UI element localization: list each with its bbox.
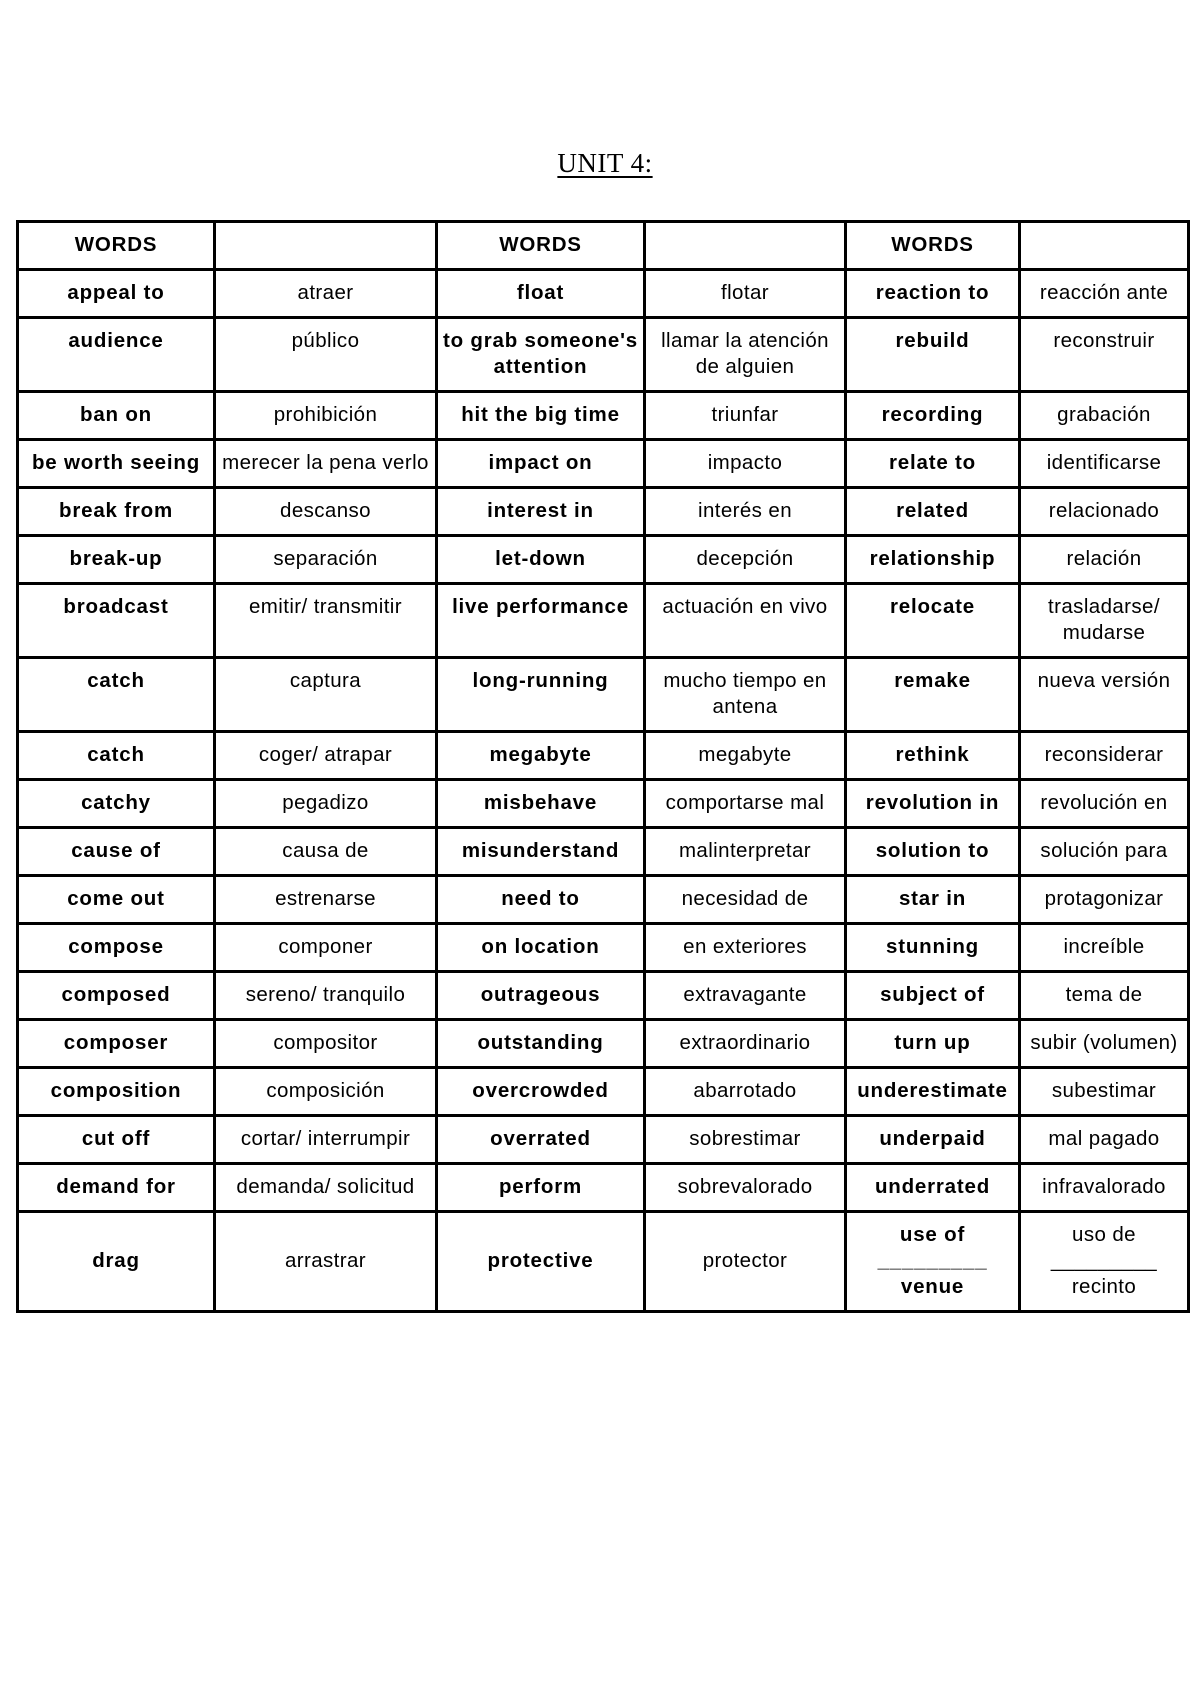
word-cell: float [437,270,645,318]
meaning-cell: infravalorado [1020,1164,1189,1212]
meaning-cell: solución para [1020,828,1189,876]
meaning-cell: pegadizo [215,780,437,828]
word-cell: misbehave [437,780,645,828]
word-cell: ban on [18,392,215,440]
table-row [18,780,1189,828]
meaning-cell: identificarse [1020,440,1189,488]
word-cell: catchy [18,780,215,828]
meaning-cell: sobrevalorado [645,1164,846,1212]
word-cell: come out [18,876,215,924]
meaning-cell: prohibición [215,392,437,440]
meaning-cell: extravagante [645,972,846,1020]
header-cell [1020,222,1189,270]
word-cell: underrated [846,1164,1020,1212]
word-cell: broadcast [18,584,215,658]
word-cell: impact on [437,440,645,488]
word-cell: related [846,488,1020,536]
meaning-cell: atraer [215,270,437,318]
word-cell: composition [18,1068,215,1116]
meaning-cell: tema de [1020,972,1189,1020]
meaning-cell: reconstruir [1020,318,1189,392]
word-cell: let-down [437,536,645,584]
word-cell: overcrowded [437,1068,645,1116]
word-cell: relate to [846,440,1020,488]
blank-line: _________ [1050,1249,1158,1272]
meaning-cell: arrastrar [215,1212,437,1312]
word-cell: catch [18,732,215,780]
meaning-cell: protector [645,1212,846,1312]
word-cell: underestimate [846,1068,1020,1116]
meaning-cell: grabación [1020,392,1189,440]
meaning-cell: emitir/ transmitir [215,584,437,658]
table-row [18,876,1189,924]
word-cell: turn up [846,1020,1020,1068]
word-cell: revolution in [846,780,1020,828]
table-row [18,1164,1189,1212]
word-cell: hit the big time [437,392,645,440]
meaning-cell: componer [215,924,437,972]
word-cell: relocate [846,584,1020,658]
word-cell: subject of [846,972,1020,1020]
meaning-cell: extraordinario [645,1020,846,1068]
word-cell: break from [18,488,215,536]
table-row [18,488,1189,536]
page-title: UNIT 4: [557,148,653,178]
word-cell: overrated [437,1116,645,1164]
header-cell [215,222,437,270]
word-cell: underpaid [846,1116,1020,1164]
meaning-cell: actuación en vivo [645,584,846,658]
meaning-cell: demanda/ solicitud [215,1164,437,1212]
word-cell: star in [846,876,1020,924]
word-cell: break-up [18,536,215,584]
header-cell: WORDS [437,222,645,270]
word-cell: relationship [846,536,1020,584]
meaning-cell: causa de [215,828,437,876]
word-cell: reaction to [846,270,1020,318]
word-cell: compose [18,924,215,972]
meaning-cell: descanso [215,488,437,536]
table-row [18,1116,1189,1164]
vocabulary-table-body [18,222,1189,1312]
meaning-cell: compositor [215,1020,437,1068]
word-cell: cut off [18,1116,215,1164]
meaning-cell: estrenarse [215,876,437,924]
table-row [18,584,1189,658]
word-cell: solution to [846,828,1020,876]
meaning-cell: increíble [1020,924,1189,972]
meaning-cell: megabyte [645,732,846,780]
meaning-cell: trasladarse/ mudarse [1020,584,1189,658]
table-row [18,1020,1189,1068]
cell-text-line: use of [899,1223,966,1246]
table-row [18,924,1189,972]
word-cell: perform [437,1164,645,1212]
meaning-cell: interés en [645,488,846,536]
meaning-cell: subestimar [1020,1068,1189,1116]
word-cell: need to [437,876,645,924]
word-cell: demand for [18,1164,215,1212]
meaning-cell: relacionado [1020,488,1189,536]
meaning-cell: mucho tiempo en antena [645,658,846,732]
meaning-cell: cortar/ interrumpir [215,1116,437,1164]
word-cell: protective [437,1212,645,1312]
word-cell: to grab someone's attention [437,318,645,392]
table-row [18,972,1189,1020]
word-cell: live performance [437,584,645,658]
header-row [18,222,1189,270]
word-cell: drag [18,1212,215,1312]
table-row [18,318,1189,392]
header-cell [645,222,846,270]
table-row [18,1212,1189,1312]
word-cell: outstanding [437,1020,645,1068]
meaning-cell: comportarse mal [645,780,846,828]
meaning-cell: sobrestimar [645,1116,846,1164]
meaning-cell: malinterpretar [645,828,846,876]
meaning-cell [1020,1212,1189,1312]
meaning-cell: reconsiderar [1020,732,1189,780]
table-row [18,1068,1189,1116]
meaning-cell: revolución en [1020,780,1189,828]
meaning-cell: decepción [645,536,846,584]
table-row [18,658,1189,732]
word-cell: rebuild [846,318,1020,392]
meaning-cell: subir (volumen) [1020,1020,1189,1068]
word-cell: audience [18,318,215,392]
table-row [18,440,1189,488]
word-cell: appeal to [18,270,215,318]
meaning-cell: llamar la atención de alguien [645,318,846,392]
header-cell: WORDS [846,222,1020,270]
cell-text-line: recinto [1071,1275,1137,1298]
table-row [18,392,1189,440]
word-cell: composer [18,1020,215,1068]
meaning-cell: merecer la pena verlo [215,440,437,488]
word-cell: on location [437,924,645,972]
meaning-cell: sereno/ tranquilo [215,972,437,1020]
header-cell: WORDS [18,222,215,270]
cell-text-line: uso de [1072,1223,1136,1246]
word-cell: rethink [846,732,1020,780]
meaning-cell: impacto [645,440,846,488]
word-cell: long-running [437,658,645,732]
meaning-cell: relación [1020,536,1189,584]
meaning-cell: nueva versión [1020,658,1189,732]
meaning-cell: protagonizar [1020,876,1189,924]
word-cell: misunderstand [437,828,645,876]
table-row [18,732,1189,780]
meaning-cell: triunfar [645,392,846,440]
word-cell: recording [846,392,1020,440]
word-cell: interest in [437,488,645,536]
word-cell: composed [18,972,215,1020]
meaning-cell: composición [215,1068,437,1116]
meaning-cell: captura [215,658,437,732]
table-row [18,270,1189,318]
meaning-cell: separación [215,536,437,584]
meaning-cell: en exteriores [645,924,846,972]
word-cell: remake [846,658,1020,732]
word-cell: megabyte [437,732,645,780]
meaning-cell: mal pagado [1020,1116,1189,1164]
meaning-cell: flotar [645,270,846,318]
table-row [18,536,1189,584]
word-cell [846,1212,1020,1312]
blank-line: _________ [877,1249,988,1272]
meaning-cell: reacción ante [1020,270,1189,318]
meaning-cell: coger/ atrapar [215,732,437,780]
table-row [18,828,1189,876]
vocabulary-table [16,220,1190,1313]
word-cell: be worth seeing [18,440,215,488]
word-cell: catch [18,658,215,732]
cell-text-line: venue [900,1275,965,1298]
meaning-cell: público [215,318,437,392]
word-cell: cause of [18,828,215,876]
meaning-cell: necesidad de [645,876,846,924]
word-cell: outrageous [437,972,645,1020]
meaning-cell: abarrotado [645,1068,846,1116]
word-cell: stunning [846,924,1020,972]
